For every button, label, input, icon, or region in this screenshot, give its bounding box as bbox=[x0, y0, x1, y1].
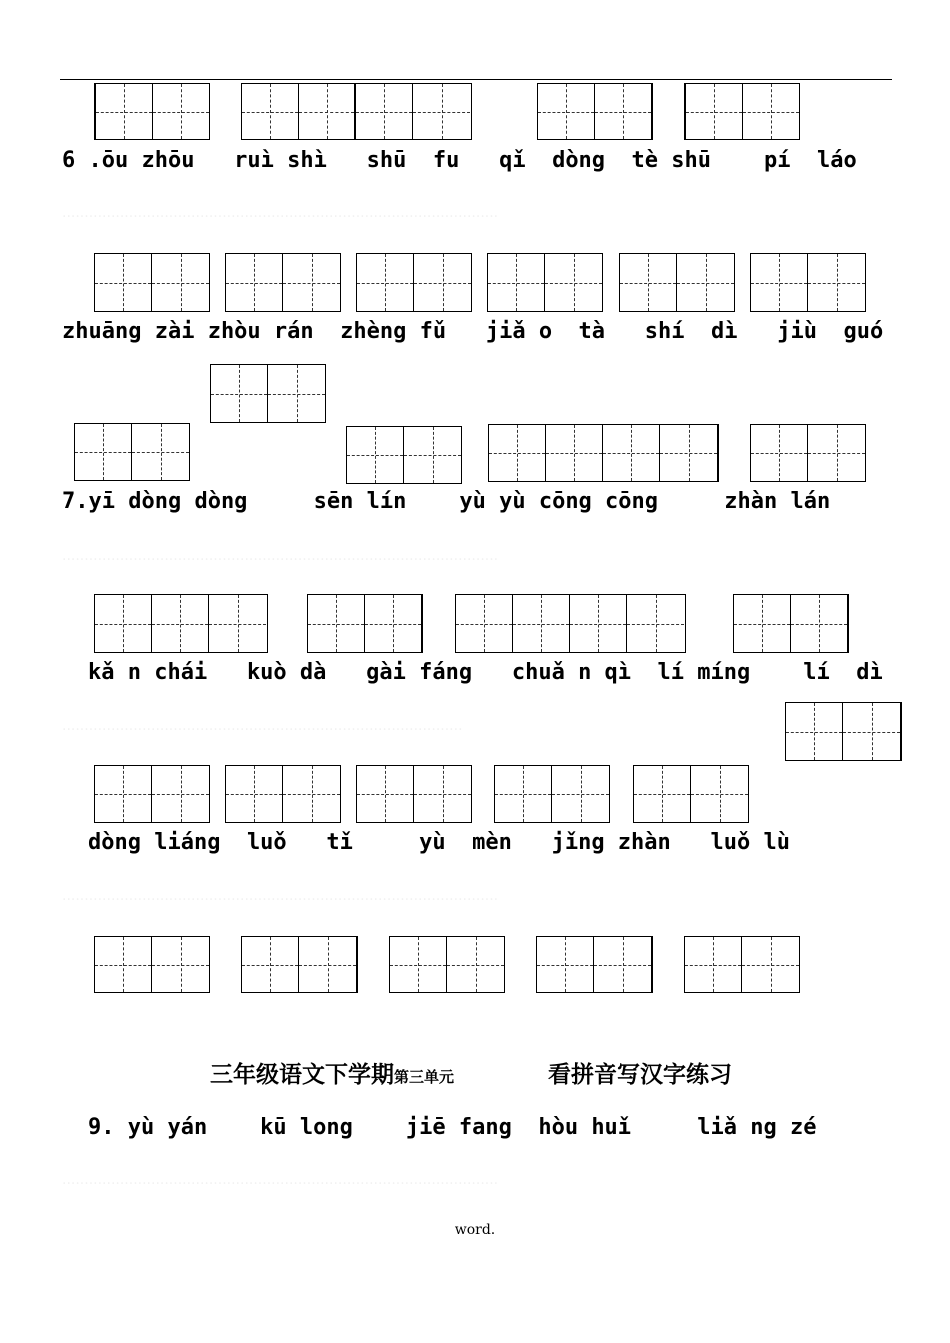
grid-cell[interactable] bbox=[226, 254, 283, 311]
writing-grid[interactable] bbox=[225, 765, 341, 823]
grid-cell[interactable] bbox=[357, 254, 414, 311]
writing-grid[interactable] bbox=[733, 594, 849, 653]
grid-cell[interactable] bbox=[211, 365, 268, 422]
grid-cell[interactable] bbox=[268, 365, 325, 422]
top-rule bbox=[60, 79, 892, 80]
writing-grid[interactable] bbox=[74, 423, 190, 481]
grid-cell[interactable] bbox=[152, 254, 209, 311]
writing-grid[interactable] bbox=[487, 253, 603, 312]
grid-cell[interactable] bbox=[686, 84, 743, 139]
writing-grid[interactable] bbox=[455, 594, 686, 653]
writing-grid[interactable] bbox=[536, 936, 653, 993]
grid-cell[interactable] bbox=[242, 937, 299, 992]
writing-grid[interactable] bbox=[241, 936, 358, 993]
grid-cell[interactable] bbox=[96, 84, 153, 139]
pinyin-line: 6 .ōu zhōu ruì shì shū fu qǐ dòng tè shū pí láo bbox=[62, 148, 857, 173]
grid-cell[interactable] bbox=[299, 84, 356, 139]
pinyin-line: 9. yù yán kū long jiē fang hòu huǐ liǎ ng zé bbox=[88, 1115, 817, 1140]
writing-grid[interactable] bbox=[389, 936, 505, 993]
writing-grid[interactable] bbox=[94, 936, 210, 993]
pinyin-line: kǎ n chái kuò dà gài fáng chuǎ n qì lí míng lí dì bbox=[88, 660, 883, 685]
grid-cell[interactable] bbox=[456, 595, 513, 652]
grid-cell[interactable] bbox=[546, 425, 603, 481]
grid-cell[interactable] bbox=[95, 937, 152, 992]
grid-cell[interactable] bbox=[791, 595, 848, 652]
grid-cell[interactable] bbox=[552, 766, 609, 822]
title-grade: 三年级语文下学期 bbox=[210, 1062, 394, 1088]
grid-cell[interactable] bbox=[685, 937, 742, 992]
grid-cell[interactable] bbox=[537, 937, 594, 992]
grid-cell[interactable] bbox=[209, 595, 266, 652]
grid-cell[interactable] bbox=[242, 84, 299, 139]
grid-cell[interactable] bbox=[743, 84, 800, 139]
grid-cell[interactable] bbox=[153, 84, 210, 139]
watermark-text: .......................................................................................... bbox=[62, 718, 463, 734]
grid-cell[interactable] bbox=[356, 84, 413, 139]
title-unit: 第三单元 bbox=[394, 1068, 455, 1086]
grid-cell[interactable] bbox=[299, 937, 356, 992]
writing-grid[interactable] bbox=[94, 594, 268, 653]
writing-grid[interactable] bbox=[750, 253, 866, 312]
watermark-text: .................................................................................................. bbox=[62, 1172, 499, 1188]
grid-cell[interactable] bbox=[786, 703, 843, 760]
writing-grid[interactable] bbox=[537, 83, 653, 140]
writing-grid[interactable] bbox=[785, 702, 902, 761]
grid-cell[interactable] bbox=[95, 254, 152, 311]
grid-cell[interactable] bbox=[495, 766, 552, 822]
worksheet-subtitle: 看拼音写汉字练习 bbox=[548, 1062, 732, 1088]
grid-cell[interactable] bbox=[390, 937, 447, 992]
writing-grid[interactable] bbox=[494, 765, 610, 823]
grid-cell[interactable] bbox=[404, 427, 461, 483]
grid-cell[interactable] bbox=[347, 427, 404, 483]
grid-cell[interactable] bbox=[660, 425, 717, 481]
grid-cell[interactable] bbox=[152, 937, 209, 992]
writing-grid[interactable] bbox=[633, 765, 749, 823]
grid-cell[interactable] bbox=[283, 254, 340, 311]
grid-cell[interactable] bbox=[152, 766, 209, 822]
writing-grid[interactable] bbox=[346, 426, 462, 484]
watermark-text: .................................................................................................. bbox=[62, 205, 499, 221]
grid-cell[interactable] bbox=[75, 424, 132, 480]
grid-cell[interactable] bbox=[603, 425, 660, 481]
grid-cell[interactable] bbox=[627, 595, 684, 652]
grid-cell[interactable] bbox=[594, 937, 651, 992]
grid-cell[interactable] bbox=[595, 84, 652, 139]
writing-grid[interactable] bbox=[684, 936, 800, 993]
grid-cell[interactable] bbox=[414, 254, 471, 311]
grid-cell[interactable] bbox=[95, 595, 152, 652]
writing-grid[interactable] bbox=[225, 253, 341, 312]
pinyin-line: dòng liáng luǒ tǐ yù mèn jǐng zhàn luǒ lù bbox=[88, 830, 790, 855]
grid-cell[interactable] bbox=[538, 84, 595, 139]
grid-cell[interactable] bbox=[413, 84, 470, 139]
writing-grid[interactable] bbox=[94, 253, 210, 312]
grid-cell[interactable] bbox=[808, 425, 865, 481]
grid-cell[interactable] bbox=[447, 937, 504, 992]
grid-cell[interactable] bbox=[365, 595, 422, 652]
grid-cell[interactable] bbox=[677, 254, 734, 311]
writing-grid[interactable] bbox=[619, 253, 735, 312]
pinyin-line: zhuāng zài zhòu rán zhèng fǔ jiǎ o tà shí dì jiù guó bbox=[62, 319, 884, 344]
grid-cell[interactable] bbox=[734, 595, 791, 652]
worksheet-title bbox=[210, 1056, 454, 1089]
grid-cell[interactable] bbox=[414, 766, 471, 822]
grid-cell[interactable] bbox=[570, 595, 627, 652]
grid-cell[interactable] bbox=[283, 766, 340, 822]
watermark-text: .................................................................................................. bbox=[62, 888, 499, 904]
grid-cell[interactable] bbox=[95, 766, 152, 822]
writing-grid[interactable] bbox=[684, 83, 800, 140]
grid-cell[interactable] bbox=[489, 425, 546, 481]
footer-text: word. bbox=[454, 1222, 496, 1238]
grid-cell[interactable] bbox=[742, 937, 799, 992]
grid-cell[interactable] bbox=[226, 766, 283, 822]
grid-cell[interactable] bbox=[620, 254, 677, 311]
writing-grid[interactable] bbox=[94, 83, 210, 140]
writing-grid[interactable] bbox=[94, 765, 210, 823]
grid-cell[interactable] bbox=[308, 595, 365, 652]
grid-cell[interactable] bbox=[545, 254, 602, 311]
grid-cell[interactable] bbox=[132, 424, 189, 480]
writing-grid[interactable] bbox=[210, 364, 326, 423]
grid-cell[interactable] bbox=[152, 595, 209, 652]
writing-grid[interactable] bbox=[307, 594, 423, 653]
writing-grid[interactable] bbox=[241, 83, 472, 140]
grid-cell[interactable] bbox=[513, 595, 570, 652]
grid-cell[interactable] bbox=[634, 766, 691, 822]
watermark-text: .................................................................................................. bbox=[62, 548, 499, 564]
pinyin-line: 7.yī dòng dòng sēn lín yù yù cōng cōng zhàn lán bbox=[62, 489, 831, 514]
grid-cell[interactable] bbox=[691, 766, 748, 822]
grid-cell[interactable] bbox=[488, 254, 545, 311]
writing-grid[interactable] bbox=[356, 253, 472, 312]
writing-grid[interactable] bbox=[750, 424, 866, 482]
grid-cell[interactable] bbox=[808, 254, 865, 311]
writing-grid[interactable] bbox=[356, 765, 472, 823]
grid-cell[interactable] bbox=[751, 425, 808, 481]
writing-grid[interactable] bbox=[488, 424, 719, 482]
grid-cell[interactable] bbox=[751, 254, 808, 311]
grid-cell[interactable] bbox=[357, 766, 414, 822]
grid-cell[interactable] bbox=[843, 703, 900, 760]
